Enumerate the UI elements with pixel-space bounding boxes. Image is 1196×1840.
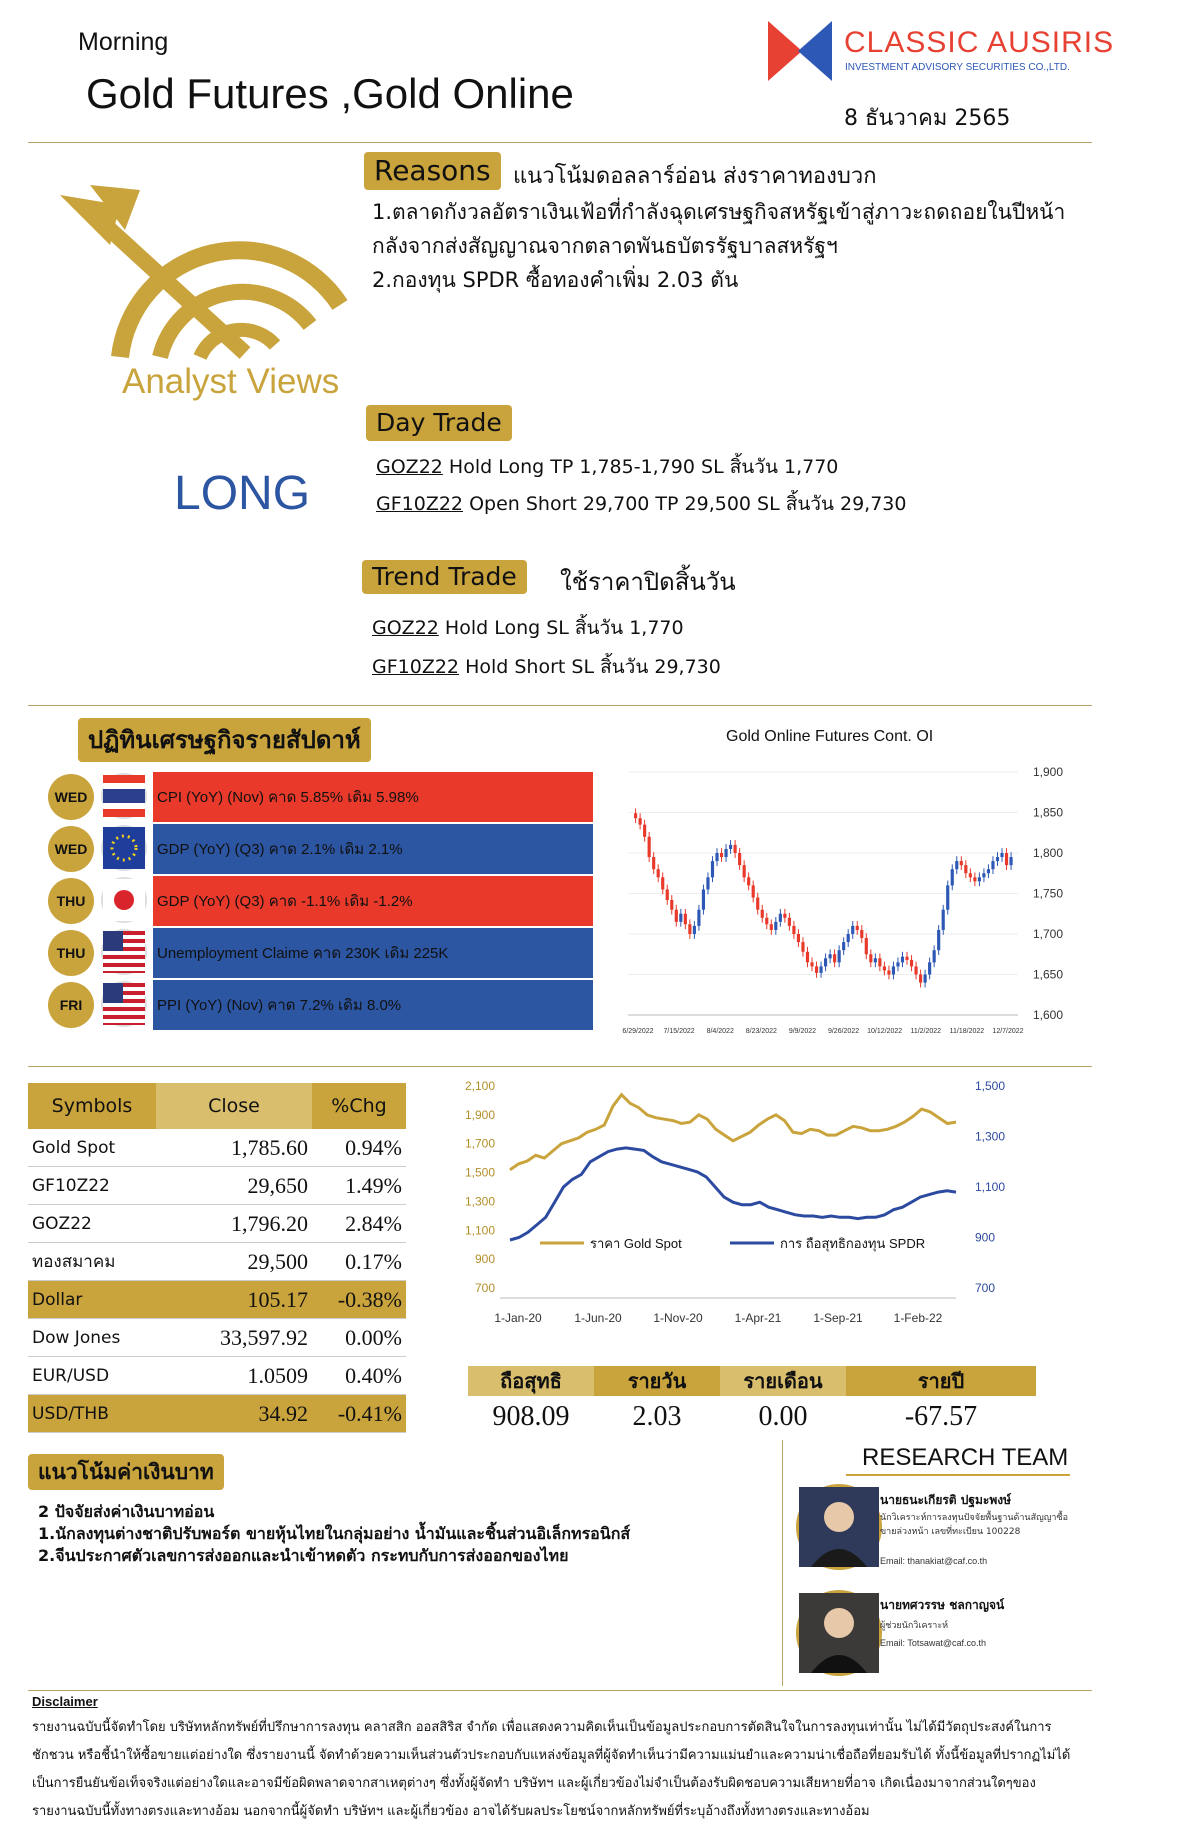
candle-body bbox=[675, 910, 678, 922]
symbol-cell: GOZ22 bbox=[28, 1205, 156, 1243]
change-cell: 0.00% bbox=[312, 1319, 406, 1357]
candle-body bbox=[670, 900, 673, 910]
oi-chart-title: Gold Online Futures Cont. OI bbox=[726, 728, 934, 745]
candle-body bbox=[697, 910, 700, 926]
candle-body bbox=[829, 954, 832, 958]
candle-body bbox=[779, 914, 782, 922]
candle-body bbox=[905, 957, 908, 960]
disclaimer-line: ชักชวน หรือชี้นำให้ซื้อขายแต่อย่างใด ซึ่งรายงานนี้ จัดทำด้วยความเห็นส่วนตัวประกอบกับแหล่งข้อมูลที่ผู้จัดทำเห็นว่ามีความแม่นยำและความน่าเชื่อถือที่ยอมรับได้ ทั้งนี้ข้อมูลที่ปรากฏไม่ได้ bbox=[32, 1748, 1071, 1763]
member-role: นักวิเคราะห์การลงทุนปัจจัยพื้นฐานด้านสัญญาซื้อขายล่วงหน้า เลขที่ทะเบียน 100228 bbox=[880, 1513, 1068, 1537]
candle-body bbox=[792, 926, 795, 934]
candle-body bbox=[724, 849, 727, 857]
candle-body bbox=[738, 853, 741, 865]
disclaimer-line: รายงานฉบับนี้ทั้งทางตรงและทางอ้อม นอกจากนี้ผู้จัดทำ บริษัทฯ และผู้เกี่ยวข้อง อาจได้รับผลประโยชน์จากหลักทรัพย์ที่ระบุอ้างถึงทั้งทางตรงและทางอ้อม bbox=[32, 1804, 870, 1819]
trade-instruction: Open Short 29,700 TP 29,500 SL สิ้นวัน 29,730 bbox=[469, 493, 907, 515]
table-row bbox=[28, 1243, 406, 1281]
symbol-cell: USD/THB bbox=[28, 1395, 156, 1433]
y-tick-label: 1,600 bbox=[1033, 1008, 1064, 1022]
flow-header: รายวัน bbox=[594, 1366, 720, 1396]
divider bbox=[28, 142, 1092, 143]
left-tick-label: 1,500 bbox=[464, 1165, 495, 1180]
left-tick-label: 900 bbox=[474, 1252, 495, 1267]
candle-body bbox=[896, 962, 899, 966]
y-tick-label: 1,800 bbox=[1033, 846, 1064, 860]
candle-body bbox=[869, 954, 872, 962]
x-tick-label: 1-Sep-21 bbox=[813, 1311, 863, 1325]
close-cell: 34.92 bbox=[156, 1395, 312, 1433]
symbol-link[interactable]: GF10Z22 bbox=[376, 493, 464, 515]
candle-body bbox=[924, 975, 927, 983]
reason-line: 1.ตลาดกังวลอัตราเงินเฟ้อที่กำลังฉุดเศรษฐกิจสหรัฐเข้าสู่ภาวะถดถอยในปีหน้า bbox=[372, 200, 1066, 224]
candle-body bbox=[715, 853, 718, 861]
trend-trade-item bbox=[372, 613, 684, 643]
candle-body bbox=[833, 954, 836, 962]
candle-body bbox=[996, 857, 999, 861]
candle-body bbox=[860, 930, 863, 938]
left-tick-label: 1,900 bbox=[464, 1107, 495, 1122]
disclaimer-line: เป็นการยืนยันข้อเท็จจริงแต่อย่างใดและอาจมีข้อผิดพลาดจากสาเหตุต่างๆ ซึ่งทั้งผู้จัดทำ บริษัทฯ และผู้เกี่ยวข้องไม่จำเป็นต้องรับผิดชอบความเสียหายที่อาจ เกิดเนื่องมาจากส่วนใดๆของ bbox=[32, 1776, 1036, 1791]
eu-flag-icon bbox=[103, 827, 145, 869]
candle-body bbox=[774, 922, 777, 930]
candle-body bbox=[901, 957, 904, 963]
candle-body bbox=[973, 877, 976, 881]
candle-body bbox=[937, 930, 940, 950]
symbol-cell: Dow Jones bbox=[28, 1319, 156, 1357]
baht-title: แนวโน้มค่าเงินบาท bbox=[28, 1454, 224, 1490]
x-tick-label: 1-Nov-20 bbox=[653, 1311, 703, 1325]
candle-body bbox=[892, 966, 895, 974]
candle-body bbox=[978, 877, 981, 881]
report-date: 8 ธันวาคม 2565 bbox=[844, 106, 1011, 131]
table-row bbox=[28, 1205, 406, 1243]
candle-body bbox=[720, 853, 723, 857]
change-cell: 0.94% bbox=[312, 1129, 406, 1167]
right-tick-label: 1,500 bbox=[975, 1079, 1006, 1093]
legend-label: การ ถือสุทธิกองทุน SPDR bbox=[780, 1236, 926, 1251]
candle-body bbox=[765, 918, 768, 924]
candle-body bbox=[969, 873, 972, 877]
change-cell: 1.49% bbox=[312, 1167, 406, 1205]
y-tick-label: 1,750 bbox=[1033, 886, 1064, 901]
x-tick-label: 7/15/2022 bbox=[663, 1028, 695, 1035]
candle-body bbox=[743, 865, 746, 877]
reasons-tag: Reasons bbox=[364, 152, 501, 190]
candle-body bbox=[815, 966, 818, 972]
report-title: Gold Futures ,Gold Online bbox=[86, 70, 574, 117]
calendar-day: WED bbox=[48, 826, 94, 872]
research-team-title: RESEARCH TEAM bbox=[862, 1444, 1069, 1471]
change-cell: 2.84% bbox=[312, 1205, 406, 1243]
y-tick-label: 1,700 bbox=[1033, 927, 1064, 941]
candle-body bbox=[666, 889, 669, 900]
calendar-event: CPI (YoY) (Nov) คาด 5.85% เดิม 5.98% bbox=[153, 772, 593, 822]
candle-body bbox=[661, 877, 664, 889]
table-row bbox=[28, 1129, 406, 1167]
analyst-target-icon bbox=[60, 185, 350, 375]
x-tick-label: 11/18/2022 bbox=[949, 1028, 985, 1035]
candle-body bbox=[734, 845, 737, 853]
calendar-day: THU bbox=[48, 878, 94, 924]
x-tick-label: 1-Feb-22 bbox=[893, 1311, 943, 1325]
divider bbox=[28, 1690, 1092, 1691]
trade-instruction: Hold Long SL สิ้นวัน 1,770 bbox=[444, 617, 684, 639]
candle-body bbox=[987, 869, 990, 873]
symbol-cell: ทองสมาคม bbox=[28, 1243, 156, 1281]
candle-body bbox=[865, 938, 868, 954]
candle-body bbox=[639, 818, 642, 824]
candle-body bbox=[711, 861, 714, 877]
x-tick-label: 12/7/2022 bbox=[992, 1028, 1024, 1035]
candle-body bbox=[960, 861, 963, 865]
candle-body bbox=[761, 910, 764, 918]
table-row bbox=[28, 1319, 406, 1357]
section-divider-vertical bbox=[782, 1440, 783, 1686]
close-cell: 1.0509 bbox=[156, 1357, 312, 1395]
candle-body bbox=[797, 934, 800, 942]
right-tick-label: 1,300 bbox=[975, 1129, 1006, 1144]
candle-body bbox=[801, 942, 804, 952]
day-trade-item bbox=[376, 452, 838, 482]
candle-body bbox=[991, 861, 994, 869]
trade-instruction: Hold Long TP 1,785-1,790 SL สิ้นวัน 1,770 bbox=[448, 456, 839, 478]
market-summary-table bbox=[28, 1083, 406, 1433]
avatar bbox=[796, 1590, 882, 1676]
candle-body bbox=[1005, 853, 1008, 865]
candle-body bbox=[838, 950, 841, 962]
avatar bbox=[796, 1484, 882, 1570]
candle-body bbox=[788, 918, 791, 926]
close-cell: 29,500 bbox=[156, 1243, 312, 1281]
disclaimer-line: รายงานฉบับนี้จัดทำโดย บริษัทหลักทรัพย์ที่ปรึกษาการลงทุน คลาสสิก ออสสิริส จำกัด เพื่อแสดงความคิดเห็นเป็นข้อมูลประกอบการตัดสินใจในการลงทุนเท่านั้น ไม่ได้มีวัตถุประสงค์ในการ bbox=[32, 1720, 1052, 1735]
trend-trade-note: ใช้ราคาปิดสิ้นวัน bbox=[560, 568, 736, 596]
table-row bbox=[28, 1395, 406, 1433]
candle-body bbox=[770, 924, 773, 930]
calendar-day: WED bbox=[48, 774, 94, 820]
candle-body bbox=[702, 889, 705, 909]
flow-value: 2.03 bbox=[632, 1401, 682, 1432]
y-tick-label: 1,900 bbox=[1033, 765, 1064, 779]
calendar-event: GDP (YoY) (Q3) คาด -1.1% เดิม -1.2% bbox=[153, 876, 593, 926]
us-flag-icon bbox=[103, 931, 145, 973]
candle-body bbox=[783, 914, 786, 918]
divider bbox=[28, 705, 1092, 706]
close-cell: 1,796.20 bbox=[156, 1205, 312, 1243]
candle-body bbox=[874, 958, 877, 962]
candle-body bbox=[693, 926, 696, 934]
candle-body bbox=[919, 975, 922, 983]
left-tick-label: 1,700 bbox=[464, 1136, 495, 1151]
symbol-link[interactable]: GOZ22 bbox=[376, 456, 443, 478]
reason-line: 2.กองทุน SPDR ซื้อทองคำเพิ่ม 2.03 ตัน bbox=[372, 268, 739, 292]
symbol-cell: Dollar bbox=[28, 1281, 156, 1319]
brand-logo bbox=[768, 16, 832, 86]
candle-body bbox=[914, 966, 917, 974]
x-tick-label: 9/26/2022 bbox=[827, 1028, 860, 1035]
member-email[interactable]: Email: thanakiat@caf.co.th bbox=[880, 1556, 988, 1566]
day-trade-item bbox=[376, 489, 907, 519]
candle-body bbox=[824, 958, 827, 966]
candle-body bbox=[679, 914, 682, 922]
candle-body bbox=[657, 869, 660, 877]
candle-body bbox=[756, 898, 759, 910]
close-cell: 33,597.92 bbox=[156, 1319, 312, 1357]
column-header: Symbols bbox=[28, 1083, 156, 1129]
member-name: นายธนะเกียรติ ปฐมะพงษ์ bbox=[880, 1493, 1012, 1507]
candle-body bbox=[729, 845, 732, 849]
symbol-link[interactable]: GOZ22 bbox=[372, 617, 439, 639]
baht-line: 2 ปัจจัยส่งค่าเงินบาทอ่อน bbox=[38, 1502, 215, 1521]
legend-label: ราคา Gold Spot bbox=[590, 1236, 682, 1251]
baht-line: 2.จีนประกาศตัวเลขการส่งออกและนำเข้าหดตัว กระทบกับการส่งออกของไทย bbox=[38, 1546, 569, 1565]
calendar-day: FRI bbox=[48, 982, 94, 1028]
flow-header: ถือสุทธิ bbox=[468, 1366, 594, 1396]
candle-body bbox=[951, 869, 954, 885]
baht-line: 1.นักลงทุนต่างชาติปรับพอร์ต ขายหุ้นไทยในกลุ่มอย่าง น้ำมันและชิ้นส่วนอิเล็กทรอนิกส์ bbox=[38, 1524, 631, 1543]
close-cell: 29,650 bbox=[156, 1167, 312, 1205]
candle-body bbox=[752, 885, 755, 897]
candle-body bbox=[810, 962, 813, 966]
change-cell: -0.41% bbox=[312, 1395, 406, 1433]
candle-body bbox=[684, 914, 687, 925]
x-tick-label: 1-Apr-21 bbox=[734, 1311, 782, 1325]
us-flag-icon bbox=[103, 983, 145, 1025]
x-tick-label: 1-Jun-20 bbox=[574, 1311, 622, 1325]
right-tick-label: 900 bbox=[975, 1230, 996, 1245]
candle-body bbox=[1009, 857, 1012, 865]
x-tick-label: 9/9/2022 bbox=[788, 1028, 817, 1035]
disclaimer-title: Disclaimer bbox=[32, 1694, 98, 1709]
column-header: Close bbox=[156, 1083, 312, 1129]
candle-body bbox=[806, 952, 809, 963]
gold-online-futures-chart bbox=[622, 760, 1064, 1050]
flow-value: 0.00 bbox=[758, 1401, 808, 1432]
report-kicker: Morning bbox=[78, 28, 169, 56]
calendar-event: PPI (YoY) (Nov) คาด 7.2% เดิม 8.0% bbox=[153, 980, 593, 1030]
person-icon bbox=[799, 1593, 879, 1673]
calendar-day: THU bbox=[48, 930, 94, 976]
candle-body bbox=[928, 962, 931, 974]
trade-instruction: Hold Short SL สิ้นวัน 29,730 bbox=[465, 656, 721, 678]
thailand-flag-icon bbox=[103, 775, 145, 817]
candle-body bbox=[933, 950, 936, 962]
right-tick-label: 700 bbox=[975, 1281, 996, 1295]
candle-body bbox=[747, 877, 750, 885]
gold-spot-spdr-chart bbox=[450, 1078, 1030, 1348]
candle-body bbox=[842, 942, 845, 950]
research-team-underline bbox=[846, 1474, 1070, 1476]
candle-body bbox=[856, 926, 859, 930]
brand-subtitle: INVESTMENT ADVISORY SECURITIES CO.,LTD. bbox=[845, 62, 1070, 73]
candle-body bbox=[883, 966, 886, 970]
reasons-headline: แนวโน้มดอลลาร์อ่อน ส่งราคาทองบวก bbox=[513, 164, 877, 189]
y-tick-label: 1,850 bbox=[1033, 805, 1064, 820]
candle-body bbox=[851, 926, 854, 934]
reason-line: กลังจากส่งสัญญาณจากตลาดพันธบัตรรัฐบาลสหรัฐฯ bbox=[372, 234, 838, 258]
change-cell: 0.40% bbox=[312, 1357, 406, 1395]
analyst-views-label: Analyst Views bbox=[122, 362, 340, 401]
brand-mark-icon bbox=[768, 16, 832, 86]
candle-body bbox=[648, 837, 651, 857]
table-row bbox=[28, 1281, 406, 1319]
japan-flag-icon bbox=[103, 879, 145, 921]
member-email[interactable]: Email: Totsawat@caf.co.th bbox=[880, 1638, 987, 1648]
close-cell: 1,785.60 bbox=[156, 1129, 312, 1167]
candle-body bbox=[982, 873, 985, 877]
member-role: ผู้ช่วยนักวิเคราะห์ bbox=[880, 1621, 949, 1631]
close-cell: 105.17 bbox=[156, 1281, 312, 1319]
x-tick-label: 6/29/2022 bbox=[622, 1028, 654, 1035]
analyst-view-value: LONG bbox=[174, 467, 311, 520]
trend-trade-tag: Trend Trade bbox=[362, 560, 527, 594]
divider bbox=[28, 1066, 1092, 1067]
calendar-title: ปฏิทินเศรษฐกิจรายสัปดาห์ bbox=[78, 718, 371, 762]
candle-body bbox=[942, 910, 945, 930]
flow-value: 908.09 bbox=[492, 1401, 570, 1432]
x-tick-label: 8/4/2022 bbox=[706, 1028, 734, 1035]
person-icon bbox=[799, 1487, 879, 1567]
series-line bbox=[510, 1095, 956, 1170]
flow-header: รายปี bbox=[846, 1366, 1036, 1396]
calendar-event: Unemployment Claime คาด 230K เดิม 225K bbox=[153, 928, 593, 978]
member-name: นายทศวรรษ ชลกาญจน์ bbox=[880, 1598, 1005, 1612]
candle-body bbox=[643, 825, 646, 837]
symbol-cell: EUR/USD bbox=[28, 1357, 156, 1395]
left-tick-label: 700 bbox=[474, 1281, 495, 1295]
x-tick-label: 1-Jan-20 bbox=[494, 1311, 542, 1325]
x-tick-label: 10/12/2022 bbox=[867, 1028, 903, 1035]
candle-body bbox=[706, 877, 709, 889]
candle-body bbox=[955, 861, 958, 869]
candle-body bbox=[1000, 853, 1003, 857]
left-tick-label: 1,100 bbox=[464, 1223, 495, 1238]
trend-trade-item bbox=[372, 652, 721, 682]
change-cell: -0.38% bbox=[312, 1281, 406, 1319]
change-cell: 0.17% bbox=[312, 1243, 406, 1281]
left-tick-label: 1,300 bbox=[464, 1194, 495, 1209]
candle-body bbox=[819, 966, 822, 972]
series-line bbox=[510, 1148, 956, 1240]
candle-body bbox=[946, 885, 949, 909]
brand-name: CLASSIC AUSIRIS bbox=[844, 26, 1115, 59]
x-tick-label: 11/2/2022 bbox=[910, 1028, 942, 1035]
table-row bbox=[28, 1167, 406, 1205]
candle-body bbox=[878, 958, 881, 966]
y-tick-label: 1,650 bbox=[1033, 967, 1064, 982]
symbol-link[interactable]: GF10Z22 bbox=[372, 656, 460, 678]
symbol-cell: Gold Spot bbox=[28, 1129, 156, 1167]
flow-header: รายเดือน bbox=[720, 1366, 846, 1396]
right-tick-label: 1,100 bbox=[975, 1180, 1006, 1194]
candle-body bbox=[910, 960, 913, 966]
candle-body bbox=[634, 813, 637, 818]
candle-body bbox=[847, 934, 850, 942]
day-trade-tag: Day Trade bbox=[366, 405, 512, 441]
table-row bbox=[28, 1357, 406, 1395]
flow-value: -67.57 bbox=[904, 1401, 978, 1432]
symbol-cell: GF10Z22 bbox=[28, 1167, 156, 1205]
x-tick-label: 8/23/2022 bbox=[745, 1028, 777, 1035]
calendar-event: GDP (YoY) (Q3) คาด 2.1% เดิม 2.1% bbox=[153, 824, 593, 874]
candle-body bbox=[652, 857, 655, 869]
left-tick-label: 2,100 bbox=[464, 1079, 495, 1093]
candle-body bbox=[688, 924, 691, 934]
candle-body bbox=[887, 970, 890, 974]
column-header: %Chg bbox=[312, 1083, 406, 1129]
candle-body bbox=[964, 865, 967, 873]
